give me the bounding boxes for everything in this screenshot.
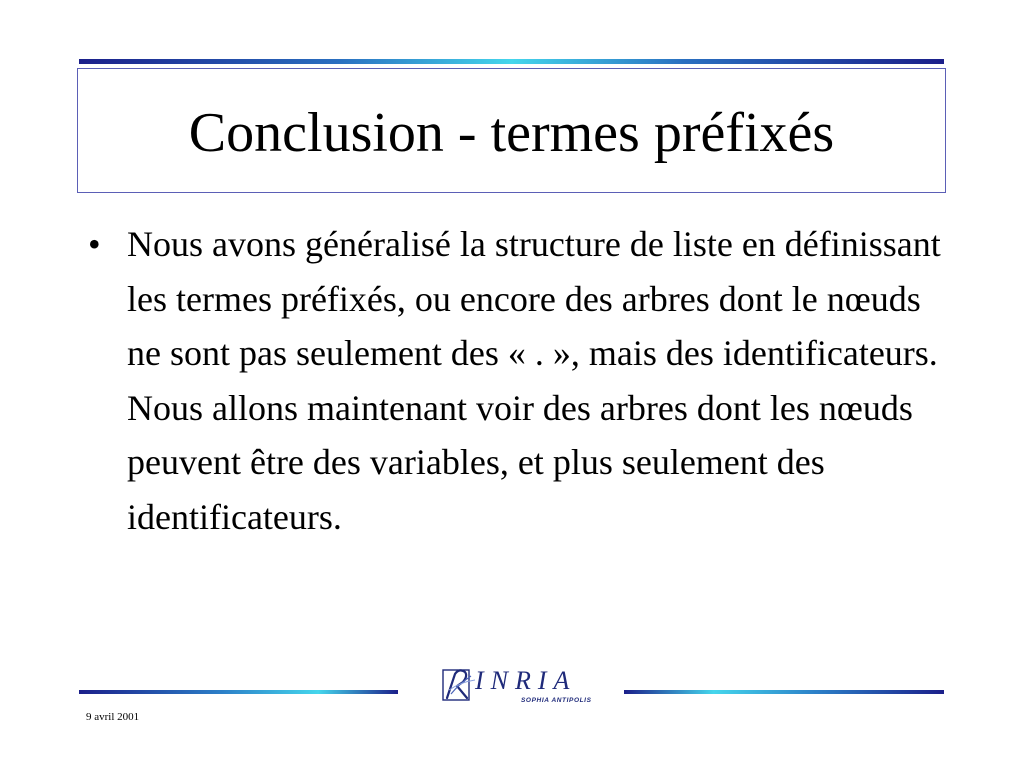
bullet-list bbox=[86, 217, 946, 544]
top-divider-rule bbox=[79, 59, 944, 64]
footer-rule-right bbox=[624, 690, 944, 694]
footer-rule-left bbox=[79, 690, 398, 694]
inria-logo bbox=[441, 664, 601, 710]
logo-wordmark: INRIA bbox=[475, 666, 577, 695]
bullet-marker: • bbox=[88, 224, 101, 264]
slide-title: Conclusion - termes préfixés bbox=[188, 101, 835, 164]
footer-date: 9 avril 2001 bbox=[86, 711, 140, 723]
title-box bbox=[77, 68, 946, 193]
bullet-item bbox=[86, 217, 946, 544]
logo-subtitle: SOPHIA ANTIPOLIS bbox=[521, 697, 592, 704]
bullet-text: Nous avons généralisé la structure de liste en définissant les termes préfixés, ou encore des arbres dont le nœuds ne sont pas seulement des « . », mais des identificateurs. Nous allons maintenant voir des arbres dont les nœuds peuvent être des variables, et plus seulement des identificateurs. bbox=[127, 224, 941, 537]
